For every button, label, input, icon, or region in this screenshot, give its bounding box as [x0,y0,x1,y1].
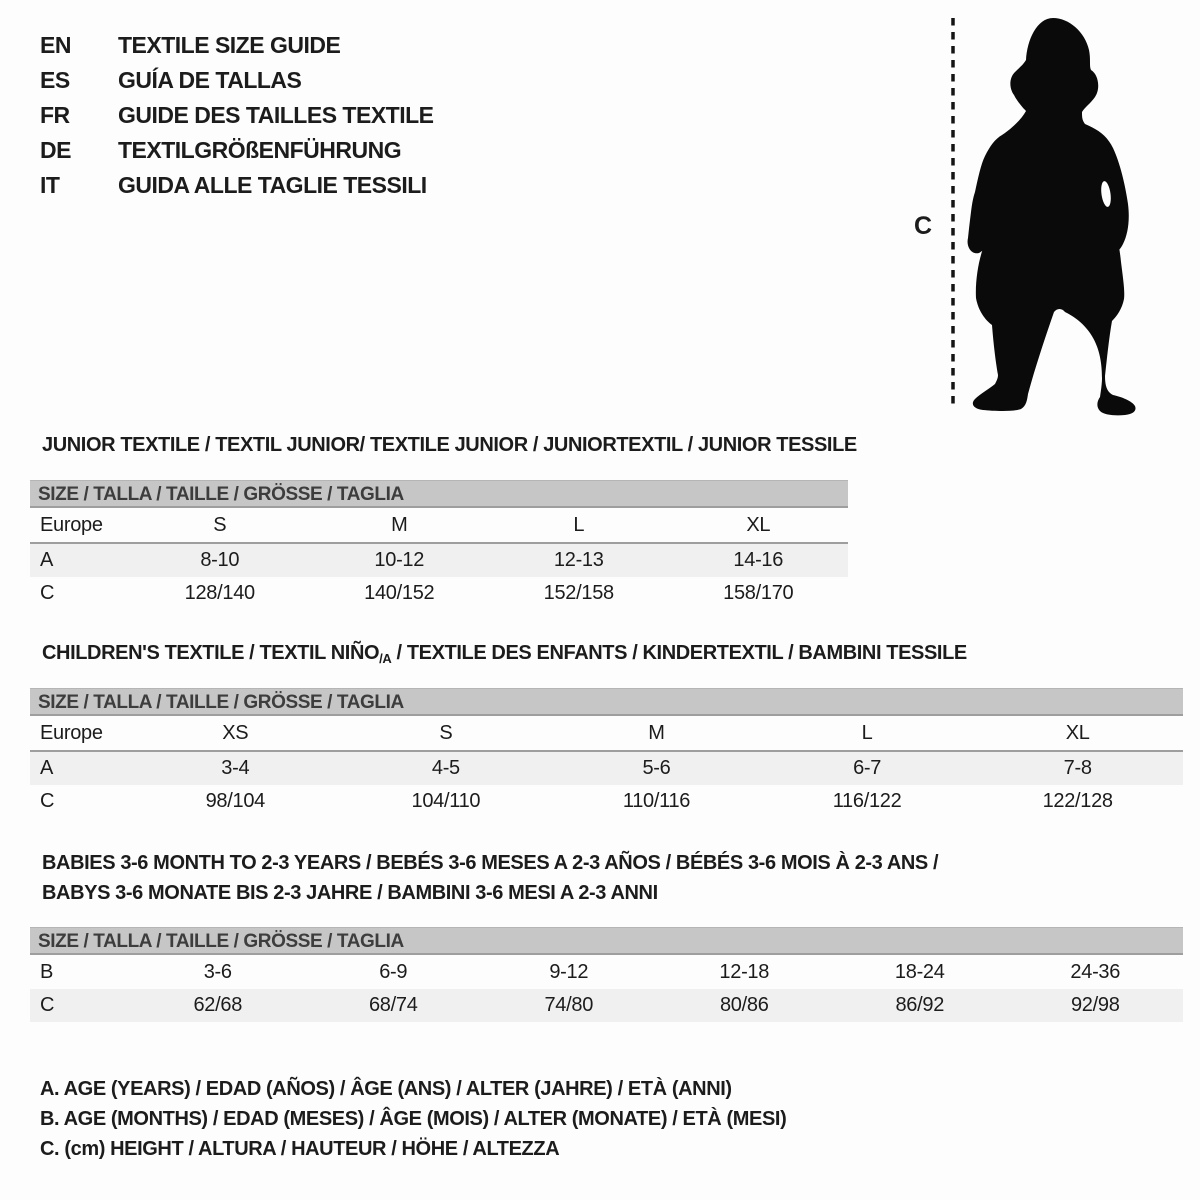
size-cell: 158/170 [723,582,794,604]
language-header [40,28,434,203]
table-row-europe [30,508,848,544]
size-cell: 9-12 [549,960,589,983]
size-header-band: SIZE / TALLA / TAILLE / GRÖSSE / TAGLIA [30,688,1183,716]
lang-title: TEXTILE SIZE GUIDE [118,32,341,58]
lang-code: ES [40,67,70,93]
table-row-b [30,955,1183,989]
size-cell: 104/110 [411,790,481,812]
height-measure-label: C [914,212,933,240]
junior-section-title: JUNIOR TEXTILE / TEXTIL JUNIOR/ TEXTILE JUNIOR / JUNIORTEXTIL / JUNIOR TESSILE [42,434,857,456]
baby-silhouette-icon [905,8,1155,422]
size-cell: 14-16 [733,549,784,571]
lang-row-es [40,63,434,98]
row-label: C [40,994,55,1016]
size-cell: 5-6 [642,757,671,779]
size-cell: 12-18 [719,960,770,983]
table-row-a [30,544,848,577]
legend-line-b: B. AGE (MONTHS) / EDAD (MESES) / ÂGE (MOIS) / ALTER (MONATE) / ETÀ (MESI) [40,1108,787,1130]
lang-title: GUIDE DES TAILLES TEXTILE [118,102,434,128]
lang-row-fr [40,98,434,133]
size-cell: 98/104 [205,790,265,812]
junior-size-table [30,480,848,610]
children-title-subscript: /A [379,651,392,666]
table-row-c [30,785,1183,818]
lang-code: EN [40,32,71,58]
table-row-europe [30,716,1183,752]
children-section-title [42,642,967,666]
babies-size-table [30,927,1183,1022]
size-cell: 92/98 [1070,994,1120,1016]
children-size-table [30,688,1183,818]
baby-figure [905,8,1155,422]
row-label: Europe [40,513,103,536]
size-cell: 10-12 [374,549,425,571]
row-label: A [40,549,54,571]
lang-title: GUÍA DE TALLAS [118,67,302,93]
lang-row-de [40,133,434,168]
row-label: B [40,960,54,983]
size-cell: 18-24 [894,960,945,983]
size-cell: 12-13 [553,549,604,571]
size-cell: 6-7 [853,757,882,779]
table-row-a [30,752,1183,785]
size-cell: 116/122 [832,790,902,812]
size-header-band: SIZE / TALLA / TAILLE / GRÖSSE / TAGLIA [30,927,1183,955]
lang-title: GUIDA ALLE TAGLIE TESSILI [118,172,427,198]
size-cell: 110/116 [622,790,691,812]
size-cell: 86/92 [895,994,945,1016]
lang-code: FR [40,102,70,128]
size-cell: 152/158 [543,582,614,604]
size-cell: 7-8 [1063,757,1092,779]
size-cell: M [391,513,408,536]
size-cell: L [573,513,585,536]
babies-title-line2: BABYS 3-6 MONATE BIS 2-3 JAHRE / BAMBINI 3-6 MESI A 2-3 ANNI [42,882,658,904]
lang-code: IT [40,172,60,198]
size-cell: M [648,721,665,744]
size-cell: 3-6 [203,960,232,983]
row-label: C [40,582,55,604]
lang-title: TEXTILGRÖßENFÜHRUNG [118,137,402,163]
lang-code: DE [40,137,71,163]
row-label: C [40,790,55,812]
lang-row-en [40,28,434,63]
size-cell: XL [1065,721,1090,744]
size-cell: S [439,721,453,744]
legend-line-c: C. (cm) HEIGHT / ALTURA / HAUTEUR / HÖHE / ALTEZZA [40,1138,560,1160]
size-cell: 128/140 [184,582,255,604]
size-cell: L [861,721,873,744]
size-cell: 3-4 [221,757,250,779]
size-cell: 74/80 [544,994,594,1016]
size-cell: 8-10 [200,549,240,571]
row-label: Europe [40,721,103,744]
size-cell: S [213,513,227,536]
size-cell: 24-36 [1070,960,1121,983]
size-cell: 4-5 [431,757,460,779]
babies-section-title [42,848,938,908]
measure-legend [40,1074,786,1164]
size-cell: 140/152 [364,582,435,604]
size-header-band: SIZE / TALLA / TAILLE / GRÖSSE / TAGLIA [30,480,848,508]
babies-title-line1: BABIES 3-6 MONTH TO 2-3 YEARS / BEBÉS 3-6 MESES A 2-3 AÑOS / BÉBÉS 3-6 MOIS À 2-3 ANS / [42,852,939,874]
size-cell: XL [746,513,771,536]
table-row-c [30,577,848,610]
size-cell: 68/74 [368,994,418,1016]
size-cell: 122/128 [1042,790,1113,812]
size-cell: 80/86 [719,994,769,1016]
row-label: A [40,757,54,779]
children-title-suffix: / TEXTILE DES ENFANTS / KINDERTEXTIL / BAMBINI TESSILE [391,642,967,664]
table-row-c [30,989,1183,1022]
lang-row-it [40,168,434,203]
children-title-prefix: CHILDREN'S TEXTILE / TEXTIL NIÑO [42,642,380,664]
size-cell: 62/68 [193,994,243,1016]
size-cell: XS [222,721,249,744]
legend-line-a: A. AGE (YEARS) / EDAD (AÑOS) / ÂGE (ANS) / ALTER (JAHRE) / ETÀ (ANNI) [40,1078,732,1100]
size-cell: 6-9 [379,960,408,983]
